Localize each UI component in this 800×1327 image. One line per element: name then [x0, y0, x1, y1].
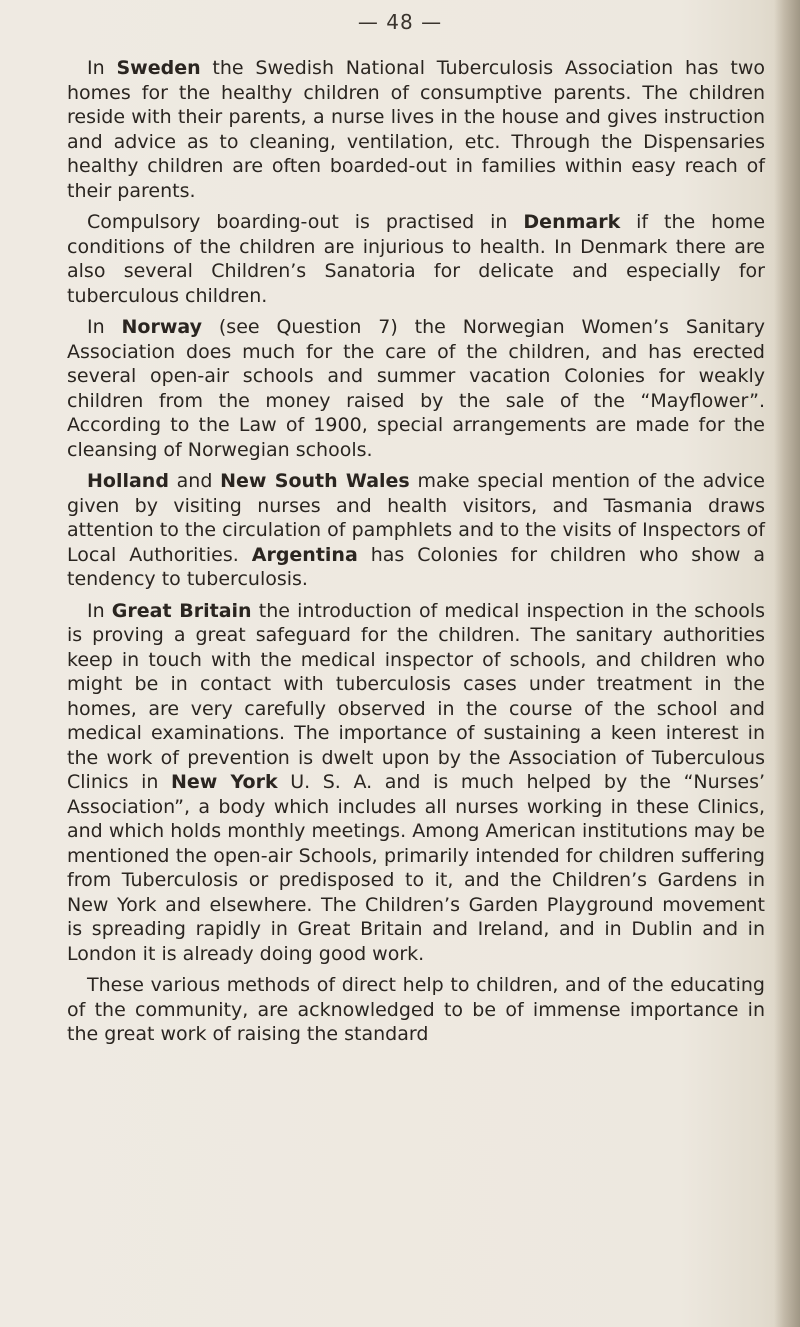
text-run: These various methods of direct help to children, and of the educating of the community, are acknowledged to be of immense importance in the great work of raising the standard — [67, 974, 765, 1045]
paragraph-denmark — [67, 210, 765, 308]
text-run: In — [87, 57, 117, 79]
text-run: In — [87, 599, 112, 622]
paragraph-norway — [67, 315, 765, 462]
page-edge-shadow — [774, 0, 800, 1327]
paragraph-conclusion — [67, 973, 765, 1047]
text-run: (see Question 7) the Norwegian Women’s Sanitary Association does much for the care of the children, and has erected several open-air schools and summer vacation Colonies for weakly children from the money raised by the sale of the “Mayflower”. According to the Law of 1900, special arrangements are made for the cleansing of Norwegian schools. — [67, 316, 765, 461]
text-run: U. S. A. and is much helped by the “Nurses’ Association”, a body which includes all nurses working in these Clinics, and which holds monthly meetings. Among American institutions may be mentioned the open-air Schools, primarily intended for children suffering from Tuberculosis or predisposed to it, and the Children’s Gardens in New York and elsewhere. The Children’s Garden Playground movement is spreading rapidly in Great Britain and Ireland, and in Dublin and in London it is already doing good work. — [67, 771, 766, 965]
country-name: New South Wales — [220, 470, 410, 492]
paragraph-great-britain — [67, 599, 765, 967]
text-run: the introduction of medical inspection in the schools is proving a great safeguard for the children. The sanitary authorities keep in touch with the medical inspector of schools, and children who might be in contact with tuberculosis cases under treatment in the homes, are very carefully observed in the course of the school and medical examinations. The importance of sustaining a keen interest in the work of prevention is dwelt upon by the Association of Tuberculous Clinics in — [67, 599, 766, 793]
text-run: and — [168, 470, 221, 492]
text-run: the Swedish National Tuberculosis Association has two homes for the healthy children of consumptive parents. The children reside with their parents, a nurse lives in the house and gives instruction and advice as to cleaning, ventilation, etc. Through the Dispensaries healthy children are often boarded-out in families within easy reach of their parents. — [67, 57, 765, 202]
paragraph-holland — [67, 469, 765, 592]
place-name: New York — [171, 771, 278, 793]
body-text — [67, 56, 765, 1054]
country-name: Holland — [87, 470, 169, 492]
text-run: if the home conditions of the children are injurious to health. In Denmark there are also several Children’s Sanatoria for delicate and especially for tuberculous children. — [67, 211, 766, 307]
text-run: has Colonies for children who show a tendency to tuberculosis. — [67, 543, 765, 590]
country-name: Denmark — [523, 211, 621, 233]
country-name: Sweden — [116, 57, 201, 79]
text-run: make special mention of the advice given by visiting nurses and health visitors, and Tasmania draws attention to the circulation of pamphlets and to the visits of Inspectors of Local Authorities. — [67, 470, 765, 566]
text-run: In — [87, 316, 122, 338]
paragraph-sweden — [67, 56, 765, 203]
country-name: Norway — [121, 316, 203, 338]
country-name: Argentina — [251, 543, 358, 566]
country-name: Great Britain — [111, 599, 252, 622]
page-number-header: — 48 — — [357, 10, 443, 34]
text-run: Compulsory boarding-out is practised in — [87, 211, 524, 233]
